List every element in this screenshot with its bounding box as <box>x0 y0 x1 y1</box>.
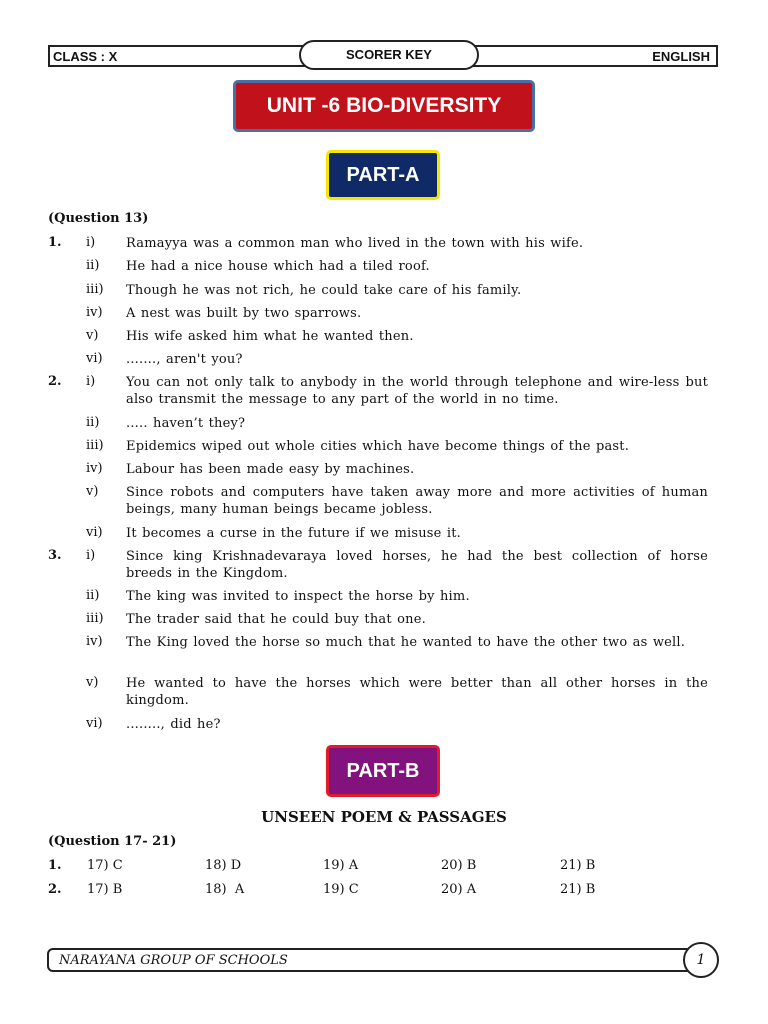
answer-text: A nest was built by two sparrows. <box>126 306 362 321</box>
answer-text: It becomes a curse in the future if we misuse it. <box>126 526 461 541</box>
row-number: 1. <box>48 858 62 873</box>
item-roman: i) <box>86 548 96 563</box>
answer-cell: 19) C <box>323 882 359 897</box>
answer-text: Though he was not rich, he could take care of his family. <box>126 283 522 298</box>
question-ref-part-b: (Question 17- 21) <box>48 834 177 849</box>
page-number: 1 <box>683 942 719 978</box>
group-number: 1. <box>48 235 62 250</box>
answer-cell: 18) D <box>205 858 242 873</box>
answer-text: ......., aren't you? <box>126 352 243 367</box>
item-roman: v) <box>86 675 99 690</box>
group-number: 3. <box>48 548 62 563</box>
answer-cell: 17) C <box>87 858 123 873</box>
answer-cell: 18) A <box>205 882 245 897</box>
item-roman: iii) <box>86 611 104 626</box>
item-roman: ii) <box>86 258 100 273</box>
item-roman: iv) <box>86 461 103 476</box>
group-number: 2. <box>48 374 62 389</box>
item-roman: v) <box>86 328 99 343</box>
answer-text: Since robots and computers have taken away more and more activities of human beings, many human beings became jobless. <box>126 485 708 517</box>
item-roman: ii) <box>86 588 100 603</box>
item-roman: vi) <box>86 351 103 366</box>
answer-text: He had a nice house which had a tiled roof. <box>126 259 430 274</box>
answer-text: ........, did he? <box>126 717 221 732</box>
footer-text: NARAYANA GROUP OF SCHOOLS <box>59 953 288 968</box>
part-b-label: PART-B <box>326 745 440 797</box>
answer-cell: 20) B <box>441 858 477 873</box>
answer-text: Ramayya was a common man who lived in the town with his wife. <box>126 236 584 251</box>
answer-text: You can not only talk to anybody in the world through telephone and wire-less but also transmit the message to any part of the world in no time. <box>126 375 708 407</box>
answer-text: He wanted to have the horses which were better than all other horses in the kingdom. <box>126 676 708 708</box>
unit-title: UNIT -6 BIO-DIVERSITY <box>233 80 535 132</box>
row-number: 2. <box>48 882 62 897</box>
item-roman: ii) <box>86 415 100 430</box>
answer-text: The King loved the horse so much that he wanted to have the other two as well. <box>126 635 686 650</box>
answer-cell: 20) A <box>441 882 477 897</box>
item-roman: vi) <box>86 525 103 540</box>
answer-text: His wife asked him what he wanted then. <box>126 329 414 344</box>
section-title: UNSEEN POEM & PASSAGES <box>261 808 507 826</box>
item-roman: iii) <box>86 282 104 297</box>
answer-text: ..... haven’t they? <box>126 416 246 431</box>
class-label: CLASS : X <box>53 49 118 64</box>
answer-cell: 17) B <box>87 882 123 897</box>
item-roman: v) <box>86 484 99 499</box>
item-roman: iv) <box>86 305 103 320</box>
answer-text: The trader said that he could buy that one. <box>126 612 426 627</box>
item-roman: i) <box>86 235 96 250</box>
part-a-label: PART-A <box>326 150 440 200</box>
answer-text: Since king Krishnadevaraya loved horses, he had the best collection of horse breeds in the Kingdom. <box>126 549 708 581</box>
item-roman: i) <box>86 374 96 389</box>
subject-label: ENGLISH <box>652 49 710 64</box>
answer-text: Epidemics wiped out whole cities which have become things of the past. <box>126 439 630 454</box>
item-roman: vi) <box>86 716 103 731</box>
answer-cell: 21) B <box>560 858 596 873</box>
item-roman: iv) <box>86 634 103 649</box>
scorer-key-label: SCORER KEY <box>299 40 479 70</box>
answer-cell: 21) B <box>560 882 596 897</box>
answer-text: Labour has been made easy by machines. <box>126 462 415 477</box>
answer-cell: 19) A <box>323 858 359 873</box>
item-roman: iii) <box>86 438 104 453</box>
question-ref-part-a: (Question 13) <box>48 211 149 226</box>
footer-bar <box>47 948 695 972</box>
answer-text: The king was invited to inspect the horse by him. <box>126 589 470 604</box>
